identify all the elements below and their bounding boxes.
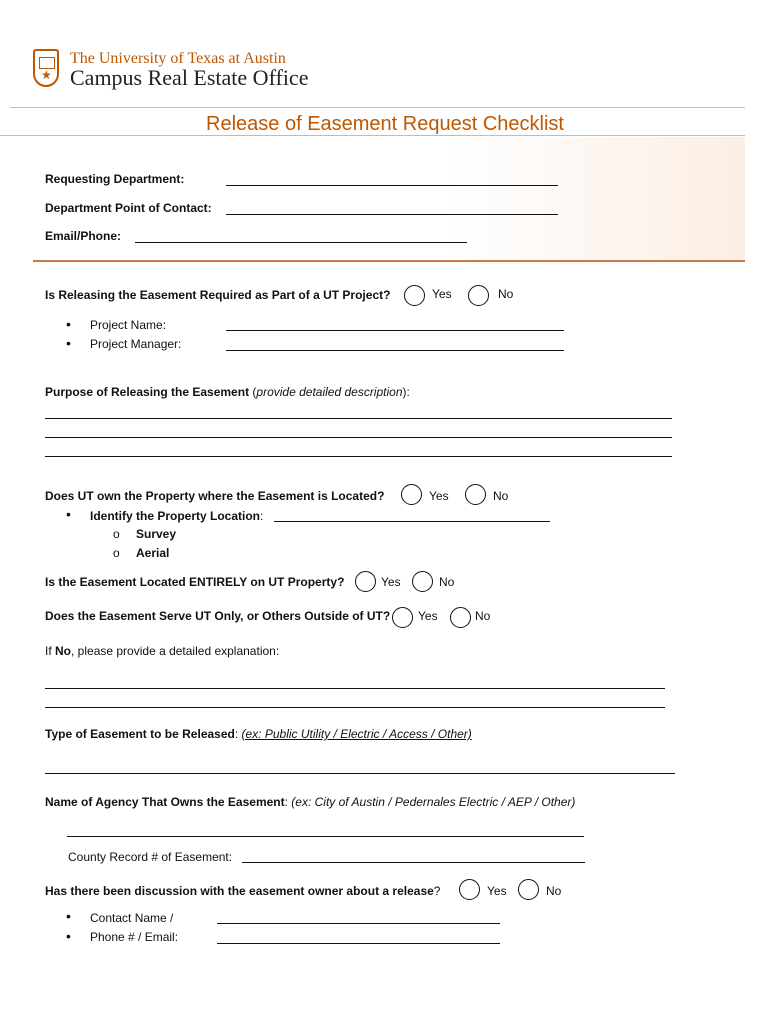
discussion-yes-label: Yes — [487, 884, 507, 898]
ownership-question: Does UT own the Property where the Easement is Located? — [45, 489, 385, 503]
agency-label — [45, 795, 575, 809]
entirely-no-label: No — [439, 575, 455, 589]
project-name-label: Project Name: — [90, 318, 167, 332]
bullet-icon: • — [66, 928, 71, 944]
purpose-label-italic: provide detailed description — [256, 385, 403, 399]
explanation-line-1[interactable] — [45, 688, 665, 689]
project-no-radio[interactable] — [468, 285, 489, 306]
discussion-yes-radio[interactable] — [459, 879, 480, 900]
email-phone-label: Email/Phone: — [45, 229, 122, 243]
purpose-paren-close: ): — [402, 385, 410, 399]
if-no-suffix: , please provide a detailed explanation: — [71, 644, 280, 658]
contact-name-field[interactable] — [217, 923, 500, 924]
purpose-line-3[interactable] — [45, 456, 672, 457]
ut-seal-icon: ★ — [33, 49, 59, 87]
survey-option: Survey — [136, 527, 177, 541]
purpose-label — [45, 385, 410, 399]
ownership-yes-label: Yes — [429, 489, 449, 503]
requester-band — [0, 137, 745, 262]
project-yes-label: Yes — [432, 287, 452, 301]
office-name: Campus Real Estate Office — [70, 65, 309, 90]
aerial-marker: o — [113, 546, 120, 560]
if-no-instruction — [45, 644, 279, 658]
email-phone-field[interactable] — [135, 242, 467, 243]
easement-type-colon: : — [234, 727, 242, 741]
point-of-contact-label: Department Point of Contact: — [45, 201, 212, 215]
discussion-question — [45, 884, 440, 898]
ownership-no-radio[interactable] — [465, 484, 486, 505]
purpose-paren-open: ( — [249, 385, 257, 399]
purpose-line-1[interactable] — [45, 418, 672, 419]
ownership-yes-radio[interactable] — [401, 484, 422, 505]
requesting-department-label: Requesting Department: — [45, 172, 185, 186]
bullet-icon: • — [66, 335, 71, 351]
point-of-contact-field[interactable] — [226, 214, 558, 215]
entirely-no-radio[interactable] — [412, 571, 433, 592]
serve-no-label: No — [475, 609, 491, 623]
aerial-option: Aerial — [136, 546, 170, 560]
discussion-qmark: ? — [433, 884, 441, 898]
entirely-yes-radio[interactable] — [355, 571, 376, 592]
property-location-field[interactable] — [274, 521, 550, 522]
county-record-field[interactable] — [242, 862, 585, 863]
project-manager-label: Project Manager: — [90, 337, 182, 351]
entirely-question: Is the Easement Located ENTIRELY on UT Property? — [45, 575, 345, 589]
property-location-colon: : — [260, 509, 264, 523]
serve-no-radio[interactable] — [450, 607, 471, 628]
easement-type-field[interactable] — [45, 773, 675, 774]
property-location-label — [90, 509, 263, 523]
entirely-yes-label: Yes — [381, 575, 401, 589]
bullet-icon: • — [66, 506, 71, 522]
agency-example: (ex: City of Austin / Pedernales Electric / AEP / Other) — [291, 795, 576, 809]
bullet-icon: • — [66, 316, 71, 332]
project-manager-field[interactable] — [226, 350, 564, 351]
serve-yes-radio[interactable] — [392, 607, 413, 628]
discussion-question-bold: Has there been discussion with the easement owner about a release — [45, 884, 434, 898]
requesting-department-field[interactable] — [226, 185, 558, 186]
bullet-icon: • — [66, 908, 71, 924]
survey-marker: o — [113, 527, 120, 541]
if-no-prefix: If — [45, 644, 56, 658]
discussion-no-radio[interactable] — [518, 879, 539, 900]
if-no-bold: No — [55, 644, 72, 658]
header-divider — [10, 107, 745, 108]
easement-type-bold: Type of Easement to be Released — [45, 727, 235, 741]
university-name: The University of Texas at Austin — [70, 50, 286, 67]
agency-bold: Name of Agency That Owns the Easement — [45, 795, 285, 809]
property-location-bold: Identify the Property Location — [90, 509, 261, 523]
contact-name-label: Contact Name / — [90, 911, 174, 925]
county-record-label: County Record # of Easement: — [68, 850, 233, 864]
agency-colon: : — [284, 795, 292, 809]
explanation-line-2[interactable] — [45, 707, 665, 708]
serve-yes-label: Yes — [418, 609, 438, 623]
band-bottom-rule — [33, 260, 745, 262]
discussion-no-label: No — [546, 884, 562, 898]
easement-type-example: (ex: Public Utility / Electric / Access / Other) — [241, 727, 472, 741]
project-no-label: No — [498, 287, 514, 301]
project-yes-radio[interactable] — [404, 285, 425, 306]
serve-question: Does the Easement Serve UT Only, or Others Outside of UT? — [45, 609, 391, 623]
phone-email-label: Phone # / Email: — [90, 930, 179, 944]
purpose-label-bold: Purpose of Releasing the Easement — [45, 385, 250, 399]
phone-email-field[interactable] — [217, 943, 500, 944]
project-name-field[interactable] — [226, 330, 564, 331]
project-question: Is Releasing the Easement Required as Part of a UT Project? — [45, 288, 391, 302]
purpose-line-2[interactable] — [45, 437, 672, 438]
ownership-no-label: No — [493, 489, 509, 503]
agency-field[interactable] — [67, 836, 584, 837]
easement-type-label — [45, 727, 472, 741]
page-title: Release of Easement Request Checklist — [206, 113, 564, 135]
